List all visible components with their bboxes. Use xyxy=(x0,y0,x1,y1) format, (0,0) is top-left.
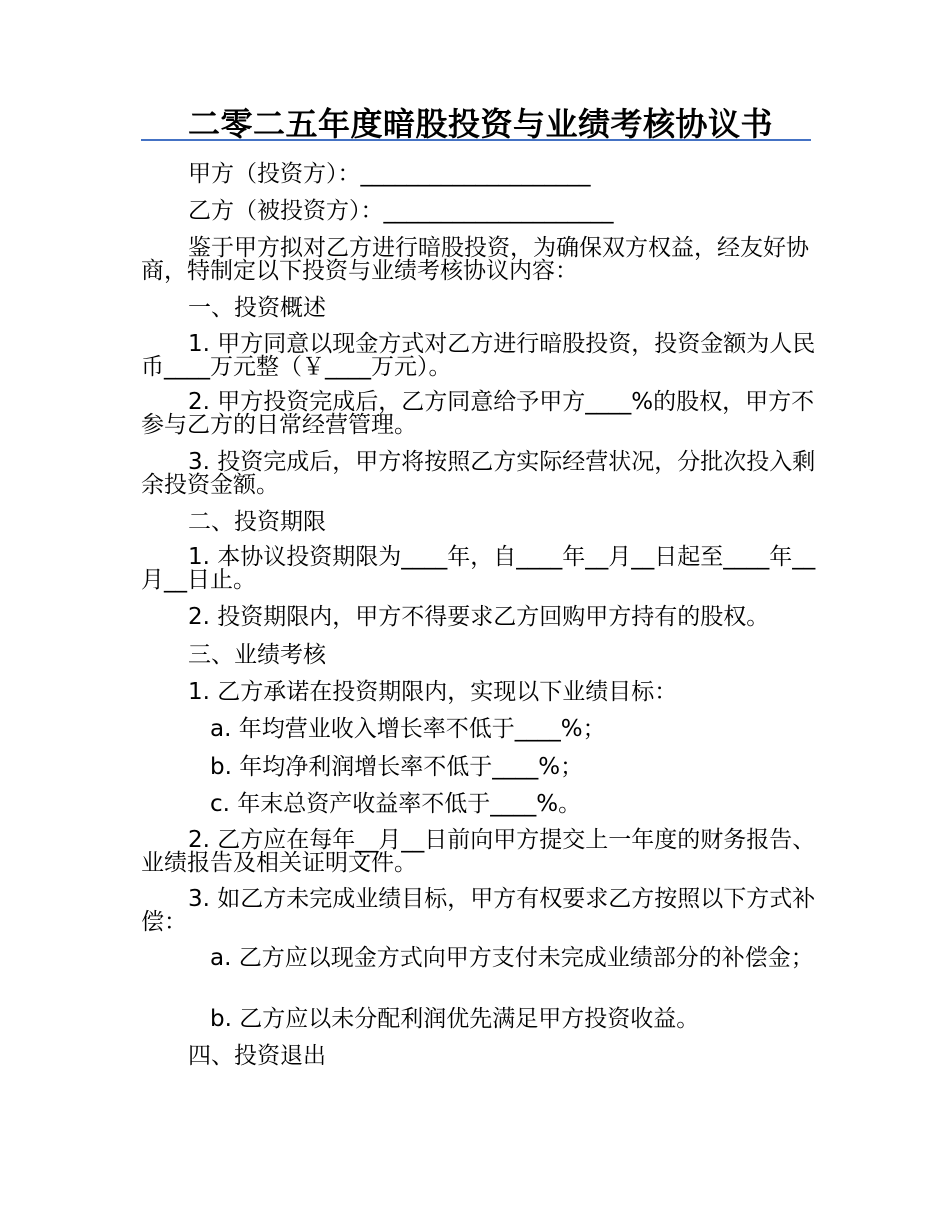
section-4-heading: 四、投资退出 xyxy=(188,1043,326,1069)
section-1-heading: 一、投资概述 xyxy=(188,295,326,321)
section-3-clause-2: 2. 乙方应在每年__月__日前向甲方提交上一年度的财务报告、业绩报告及相关证明文件。 xyxy=(141,827,816,876)
party-a-line: 甲方（投资方）：____________________ xyxy=(188,161,591,187)
document-title: 二零二五年度暗股投资与业绩考核协议书 xyxy=(188,105,774,143)
section-2-clause-1: 1. 本协议投资期限为____年，自____年__月__日起至____年__月__日止。 xyxy=(141,544,816,593)
section-3-compensation-a: a. 乙方应以现金方式向甲方支付未完成业绩部分的补偿金； xyxy=(210,945,814,971)
section-3-target-a: a. 年均营业收入增长率不低于____%； xyxy=(210,716,606,742)
title-underline xyxy=(141,139,811,141)
section-3-clause-1: 1. 乙方承诺在投资期限内，实现以下业绩目标： xyxy=(188,679,678,705)
section-1-clause-3: 3. 投资完成后，甲方将按照乙方实际经营状况，分批次投入剩余投资金额。 xyxy=(141,449,816,498)
preamble-paragraph: 鉴于甲方拟对乙方进行暗股投资，为确保双方权益，经友好协商，特制定以下投资与业绩考核协议内容： xyxy=(141,235,809,284)
section-1-clause-1: 1. 甲方同意以现金方式对乙方进行暗股投资，投资金额为人民币____万元整（￥____万元）。 xyxy=(141,331,816,380)
section-3-heading: 三、业绩考核 xyxy=(188,642,326,668)
section-2-heading: 二、投资期限 xyxy=(188,509,326,535)
section-3-compensation-b: b. 乙方应以未分配利润优先满足甲方投资收益。 xyxy=(210,1006,700,1032)
section-2-clause-2: 2. 投资期限内，甲方不得要求乙方回购甲方持有的股权。 xyxy=(188,604,770,630)
section-3-target-c: c. 年末总资产收益率不低于____%。 xyxy=(210,791,582,817)
section-1-clause-2: 2. 甲方投资完成后，乙方同意给予甲方____%的股权，甲方不参与乙方的日常经营管理。 xyxy=(141,389,815,438)
party-b-line: 乙方（被投资方）：____________________ xyxy=(188,198,614,224)
section-3-target-b: b. 年均净利润增长率不低于____%； xyxy=(210,754,584,780)
section-3-clause-3: 3. 如乙方未完成业绩目标，甲方有权要求乙方按照以下方式补偿： xyxy=(141,886,816,935)
